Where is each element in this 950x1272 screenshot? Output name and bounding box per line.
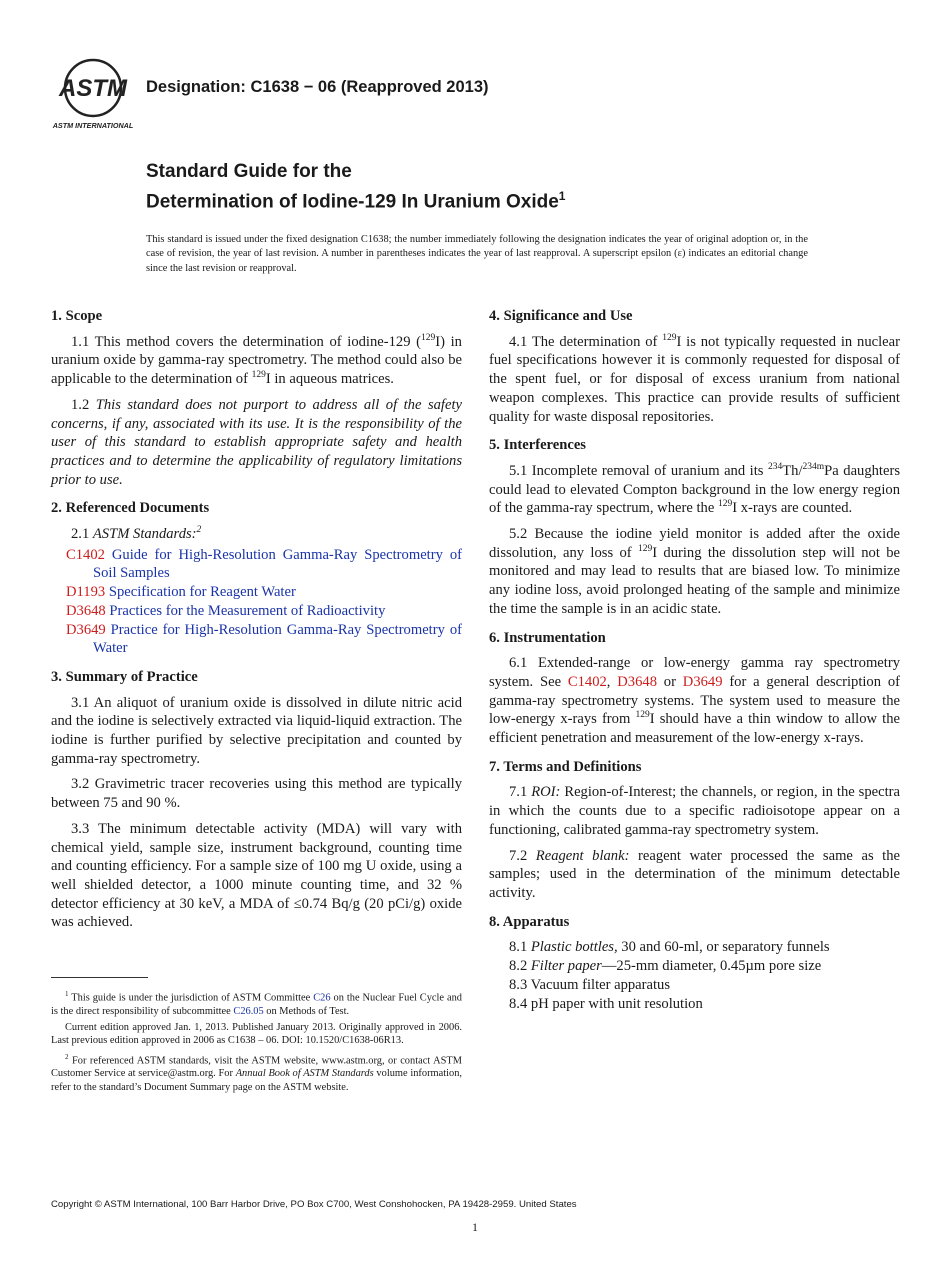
svg-text:ASTM: ASTM bbox=[59, 75, 127, 102]
title-line-2-text: Determination of Iodine-129 In Uranium Oxide bbox=[146, 191, 559, 213]
terms-7-2: 7.2 Reagent blank: reagent water processed the same as the samples; used in the determination of the minimum detectable activity. bbox=[489, 847, 901, 901]
summary-3-1: 3.1 An aliquot of uranium oxide is dissolved in dilute nitric acid and the iodine is selectively extracted via liquid-liquid extraction. The iodine is further purified by selective precipitation and counted by gamma-ray spectrometry. bbox=[51, 694, 462, 767]
section-referenced-documents bbox=[51, 499, 462, 658]
section-instrumentation bbox=[489, 629, 900, 748]
title-footnote-mark: 1 bbox=[558, 189, 566, 203]
apparatus-8-2: 8.2 Filter paper—25-mm diameter, 0.45µm pore size bbox=[509, 958, 822, 975]
link-d3648[interactable]: D3648 bbox=[617, 673, 657, 690]
terms-heading: 7. Terms and Definitions bbox=[489, 758, 642, 775]
link-c26[interactable]: C26 bbox=[313, 992, 331, 1004]
intro-notice: This standard is issued under the fixed designation C1638; the number immediately following the designation indicates the year of original adoption or, in the case of revision, the year of last revision. A number in parentheses indicates the year of last reapproval. A superscript epsilon (ε) indicates an editorial change since the last revision or reapproval. bbox=[146, 234, 808, 274]
summary-heading: 3. Summary of Practice bbox=[51, 668, 198, 685]
footnote-divider bbox=[51, 977, 148, 978]
apparatus-8-3: 8.3 Vacuum filter apparatus bbox=[509, 976, 671, 993]
astm-standards-label: 2.1 ASTM Standards:$^2$ bbox=[71, 525, 202, 543]
section-summary bbox=[51, 668, 462, 932]
apparatus-8-1: 8.1 Plastic bottles, 30 and 60-ml, or separatory funnels bbox=[509, 939, 830, 956]
designation: Designation: C1638 − 06 (Reapproved 2013) bbox=[146, 78, 489, 96]
significance-heading: 4. Significance and Use bbox=[489, 308, 633, 324]
ref-d1193[interactable]: D1193 Specification for Reagent Water bbox=[66, 584, 296, 601]
title-line-1: Standard Guide for the bbox=[146, 161, 352, 182]
section-terms bbox=[489, 758, 900, 903]
page-number: 1 bbox=[472, 1220, 478, 1234]
interferences-heading: 5. Interferences bbox=[489, 437, 586, 454]
footnotes bbox=[51, 988, 462, 1097]
astm-logo bbox=[50, 58, 136, 132]
left-column bbox=[51, 307, 462, 942]
title-line-2 bbox=[146, 184, 565, 214]
summary-3-2: 3.2 Gravimetric tracer recoveries using this method are typically between 75 and 90 %. bbox=[51, 776, 462, 812]
logo-wordmark: ASTM INTERNATIONAL bbox=[52, 121, 134, 130]
ref-d3649[interactable]: D3649 Practice for High-Resolution Gamma-Ray Spectrometry of Water bbox=[66, 621, 462, 657]
apparatus-8-4: 8.4 pH paper with unit resolution bbox=[509, 995, 703, 1012]
referenced-heading: 2. Referenced Documents bbox=[51, 500, 210, 517]
instrumentation-6-1: 6.1 Extended-range or low-energy gamma ray spectrometry system. See C1402, D3648 or D3649 for a general description of gamma-ray spectrometry systems. The system used to measure the low-energy x-rays from $^{129}$I should have a thin window to allow the efficient penetration and measurement of the low-energy x-rays. bbox=[489, 655, 900, 747]
scope-1-1: 1.1 This method covers the determination of iodine-129 ($^{129}$I) in uranium oxide by gamma-ray spectrometry. The method could also be applicable to the determination of $^{129}$I in aqueous matrices. bbox=[51, 332, 462, 388]
copyright-notice: Copyright © ASTM International, 100 Barr Harbor Drive, PO Box C700, West Conshohocken, PA 19428-2959. United States bbox=[51, 1199, 577, 1210]
ref-d3648[interactable]: D3648 Practices for the Measurement of Radioactivity bbox=[66, 602, 386, 619]
significance-4-1: 4.1 The determination of $^{129}$I is not typically requested in nuclear fuel specifications however it is commonly requested for disposal of the spent fuel, or for disposal of excess uranium from national weapon complexes. This practice can provide results of sufficient quality for waste disposal repositories. bbox=[489, 332, 900, 425]
interferences-5-2: 5.2 Because the iodine yield monitor is added after the oxide dissolution, any loss of $^{129}$I during the dissolution step will not be monitored and may lead to results that are biased low. To minimize any iodine loss, avoid prolonged heating of the sample and minimize the time the sample is in an acidic state. bbox=[489, 526, 900, 617]
section-interferences bbox=[489, 436, 900, 618]
footnote-edition: Current edition approved Jan. 1, 2013. Published January 2013. Originally approved in 2006. Last previous edition approved in 2006 as C1638 – 06. DOI: 10.1520/C1638-06R13. bbox=[51, 1022, 462, 1047]
instrumentation-heading: 6. Instrumentation bbox=[489, 629, 606, 646]
document-title bbox=[146, 160, 565, 214]
terms-7-1: 7.1 ROI: Region-of-Interest; the channels, or region, in the spectra in which the counts due to a specific radioisotope appear on a functioning, calibrated gamma-ray spectrometry system. bbox=[489, 784, 900, 838]
footnote-1: $^1$ This guide is under the jurisdiction of ASTM Committee C26 on the Nuclear Fuel Cycle and is the direct responsibility of subcommittee C26.05 on Methods of Test. bbox=[51, 990, 462, 1017]
scope-1-2: 1.2 This standard does not purport to address all of the safety concerns, if any, associated with its use. It is the responsibility of the user of this standard to establish appropriate safety and health practices and to determine the applicability of regulatory limitations prior to use. bbox=[51, 396, 462, 488]
section-significance bbox=[489, 307, 900, 426]
footnote-2: $^2$ For referenced ASTM standards, visit the ASTM website, www.astm.org, or contact ASTM Customer Service at service@astm.org. For Annual Book of ASTM Standards volume information, refer to the standard’s Document Summary page on the ASTM website. bbox=[51, 1052, 462, 1093]
link-c26-05[interactable]: C26.05 bbox=[233, 1005, 264, 1017]
link-c1402[interactable]: C1402 bbox=[567, 673, 607, 690]
interferences-5-1: 5.1 Incomplete removal of uranium and its $^{234}$Th/$^{234m}$Pa daughters could lead to elevated Compton background in the low energy region of the gamma-ray spectrum, where the $^{129}$I x-rays are counted. bbox=[489, 462, 901, 517]
section-apparatus bbox=[489, 913, 900, 1014]
right-column bbox=[489, 307, 900, 1023]
apparatus-heading: 8. Apparatus bbox=[489, 913, 570, 930]
link-d3649[interactable]: D3649 bbox=[682, 673, 723, 690]
scope-heading: 1. Scope bbox=[51, 308, 103, 324]
section-scope bbox=[51, 307, 462, 489]
summary-3-3: 3.3 The minimum detectable activity (MDA) will vary with chemical yield, sample size, instrument background, counting time and counting efficiency. For a sample size of 100 mg U oxide, using a well shielded detector, a 1000 minute counting time, and 32 % detector efficiency at 30 keV, a MDA of ≤0.74 Bq/g (20 pCi/g) oxide was achieved. bbox=[51, 820, 462, 931]
ref-c1402[interactable]: C1402 Guide for High-Resolution Gamma-Ray Spectrometry of Soil Samples bbox=[66, 546, 462, 582]
